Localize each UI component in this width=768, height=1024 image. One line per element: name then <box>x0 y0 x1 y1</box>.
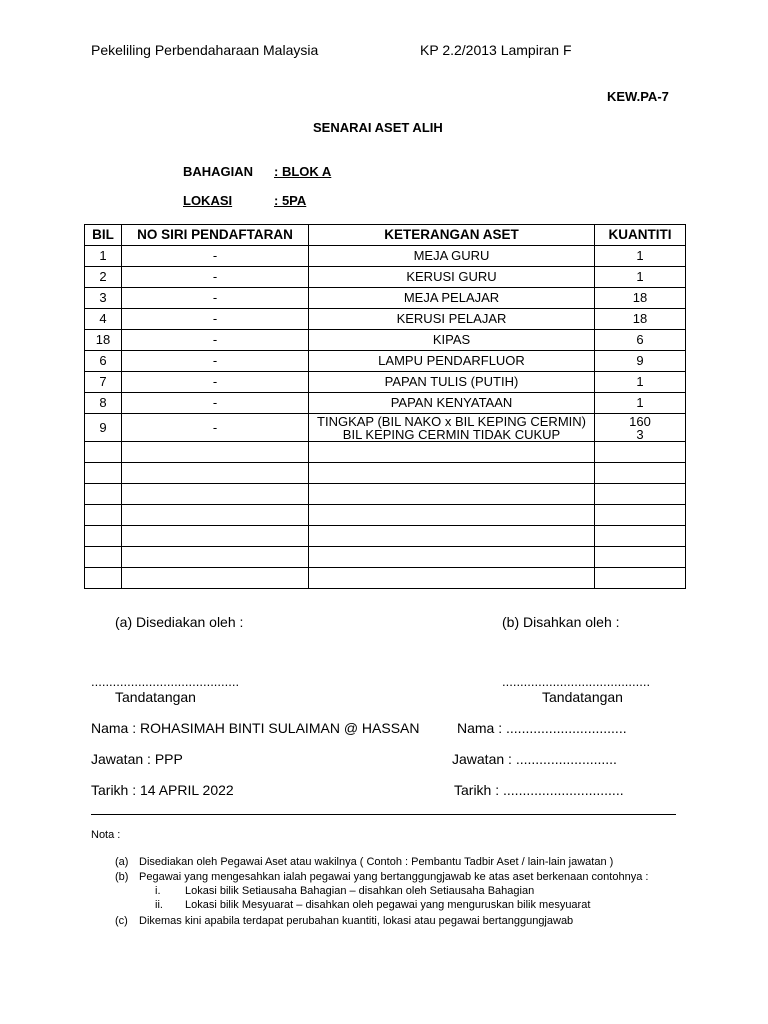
note-b-i-marker: i. <box>155 885 161 897</box>
cell-bil: 3 <box>85 288 122 309</box>
cell-no-siri <box>122 484 309 505</box>
cell-keterangan: LAMPU PENDARFLUOR <box>309 351 595 372</box>
note-b <box>115 871 648 883</box>
cell-keterangan: PAPAN TULIS (PUTIH) <box>309 372 595 393</box>
table-row <box>85 330 686 351</box>
approved-signature-line: ......................................... <box>502 674 651 689</box>
cell-bil: 4 <box>85 309 122 330</box>
cell-kuantiti <box>595 414 686 442</box>
table-row <box>85 414 686 442</box>
cell-keterangan: MEJA GURU <box>309 246 595 267</box>
prepared-signature-line: ......................................... <box>91 674 240 689</box>
cell-kuantiti <box>595 547 686 568</box>
cell-bil <box>85 484 122 505</box>
cell-bil <box>85 547 122 568</box>
cell-kuantiti: 1 <box>595 393 686 414</box>
note-b-i-text: Lokasi bilik Setiausaha Bahagian – disahkan oleh Setiausaha Bahagian <box>185 885 535 897</box>
approved-by-label: (b) Disahkan oleh : <box>502 614 620 630</box>
cell-kuantiti <box>595 526 686 547</box>
cell-no-siri: - <box>122 330 309 351</box>
column-header-bil: BIL <box>85 225 122 246</box>
lokasi-value: : 5PA <box>274 193 307 208</box>
table-row <box>85 393 686 414</box>
cell-no-siri: - <box>122 288 309 309</box>
cell-bil <box>85 442 122 463</box>
table-row <box>85 288 686 309</box>
cell-no-siri: - <box>122 267 309 288</box>
page-title: SENARAI ASET ALIH <box>313 120 443 135</box>
table-row-empty <box>85 505 686 526</box>
cell-bil: 7 <box>85 372 122 393</box>
table-row-empty <box>85 484 686 505</box>
note-c-text: Dikemas kini apabila terdapat perubahan kuantiti, lokasi atau pegawai bertanggungjawab <box>139 915 574 927</box>
note-a-text: Disediakan oleh Pegawai Aset atau wakilnya ( Contoh : Pembantu Tadbir Aset / lain-lain jawatan ) <box>139 856 614 868</box>
cell-bil: 8 <box>85 393 122 414</box>
header-right: KP 2.2/2013 Lampiran F <box>420 42 572 58</box>
cell-keterangan <box>309 526 595 547</box>
note-b-ii-text: Lokasi bilik Mesyuarat – disahkan oleh pegawai yang menguruskan bilik mesyuarat <box>185 899 591 911</box>
cell-no-siri <box>122 568 309 589</box>
cell-no-siri <box>122 442 309 463</box>
column-header-no-siri: NO SIRI PENDAFTARAN <box>122 225 309 246</box>
bahagian-label: BAHAGIAN <box>183 164 254 179</box>
cell-no-siri <box>122 463 309 484</box>
note-c-marker: (c) <box>115 915 128 927</box>
cell-bil: 9 <box>85 414 122 442</box>
note-c <box>115 915 573 927</box>
note-a <box>115 856 613 868</box>
cell-keterangan: KERUSI PELAJAR <box>309 309 595 330</box>
cell-no-siri <box>122 547 309 568</box>
cell-bil <box>85 526 122 547</box>
cell-kuantiti <box>595 505 686 526</box>
cell-keterangan <box>309 442 595 463</box>
cell-kuantiti: 1 <box>595 246 686 267</box>
cell-no-siri: - <box>122 393 309 414</box>
cell-keterangan <box>309 484 595 505</box>
prepared-by-label: (a) Disediakan oleh : <box>115 614 244 630</box>
cell-keterangan <box>309 547 595 568</box>
form-code: KEW.PA-7 <box>607 89 669 104</box>
table-row-empty <box>85 526 686 547</box>
prepared-signature-label: Tandatangan <box>115 689 196 705</box>
cell-no-siri: - <box>122 351 309 372</box>
asset-table <box>84 224 686 589</box>
approved-signature-label: Tandatangan <box>542 689 623 705</box>
cell-keterangan <box>309 568 595 589</box>
cell-kuantiti: 6 <box>595 330 686 351</box>
cell-no-siri: - <box>122 372 309 393</box>
table-row-empty <box>85 568 686 589</box>
cell-bil: 2 <box>85 267 122 288</box>
prepared-nama: Nama : ROHASIMAH BINTI SULAIMAN @ HASSAN <box>91 720 420 736</box>
cell-kuantiti: 1 <box>595 267 686 288</box>
cell-keterangan-line2: BIL KEPING CERMIN TIDAK CUKUP <box>342 426 561 442</box>
cell-kuantiti-line1: 160 <box>629 413 651 429</box>
cell-keterangan: KERUSI GURU <box>309 267 595 288</box>
cell-keterangan: KIPAS <box>309 330 595 351</box>
lokasi-label: LOKASI <box>183 193 233 208</box>
note-a-marker: (a) <box>115 856 129 868</box>
bahagian-value: : BLOK A <box>274 164 332 179</box>
cell-kuantiti: 18 <box>595 288 686 309</box>
note-b-text: Pegawai yang mengesahkan ialah pegawai yang bertanggungjawab ke atas aset berkenaan contohnya : <box>139 871 649 883</box>
cell-kuantiti <box>595 484 686 505</box>
cell-bil <box>85 568 122 589</box>
notes-heading: Nota : <box>91 829 121 841</box>
table-row-empty <box>85 442 686 463</box>
note-b-i <box>155 885 534 897</box>
cell-no-siri: - <box>122 246 309 267</box>
table-row <box>85 351 686 372</box>
cell-kuantiti <box>595 442 686 463</box>
table-row <box>85 309 686 330</box>
cell-bil: 18 <box>85 330 122 351</box>
cell-kuantiti-line2: 3 <box>636 426 644 442</box>
cell-kuantiti <box>595 463 686 484</box>
cell-kuantiti <box>595 568 686 589</box>
note-b-marker: (b) <box>115 871 129 883</box>
approved-nama: Nama : ............................... <box>457 720 627 736</box>
divider <box>91 814 676 815</box>
table-row-empty <box>85 547 686 568</box>
cell-keterangan-line1: TINGKAP (BIL NAKO x BIL KEPING CERMIN) <box>317 413 586 429</box>
approved-tarikh: Tarikh : ............................... <box>454 782 624 798</box>
cell-no-siri <box>122 505 309 526</box>
cell-no-siri: - <box>122 414 309 442</box>
note-b-ii <box>155 899 590 911</box>
note-b-ii-marker: ii. <box>155 899 163 911</box>
table-header-row <box>85 225 686 246</box>
cell-kuantiti: 1 <box>595 372 686 393</box>
cell-kuantiti: 9 <box>595 351 686 372</box>
approved-jawatan: Jawatan : .......................... <box>452 751 617 767</box>
cell-kuantiti: 18 <box>595 309 686 330</box>
prepared-jawatan: Jawatan : PPP <box>91 751 183 767</box>
cell-bil: 1 <box>85 246 122 267</box>
cell-keterangan: PAPAN KENYATAAN <box>309 393 595 414</box>
column-header-keterangan: KETERANGAN ASET <box>309 225 595 246</box>
cell-bil <box>85 505 122 526</box>
table-row <box>85 246 686 267</box>
cell-keterangan <box>309 463 595 484</box>
cell-bil <box>85 463 122 484</box>
table-row <box>85 267 686 288</box>
table-row <box>85 372 686 393</box>
cell-keterangan: MEJA PELAJAR <box>309 288 595 309</box>
prepared-tarikh: Tarikh : 14 APRIL 2022 <box>91 782 234 798</box>
header-left: Pekeliling Perbendaharaan Malaysia <box>91 42 319 58</box>
cell-no-siri: - <box>122 309 309 330</box>
cell-keterangan <box>309 505 595 526</box>
cell-no-siri <box>122 526 309 547</box>
cell-keterangan <box>309 414 595 442</box>
table-row-empty <box>85 463 686 484</box>
cell-bil: 6 <box>85 351 122 372</box>
column-header-kuantiti: KUANTITI <box>595 225 686 246</box>
